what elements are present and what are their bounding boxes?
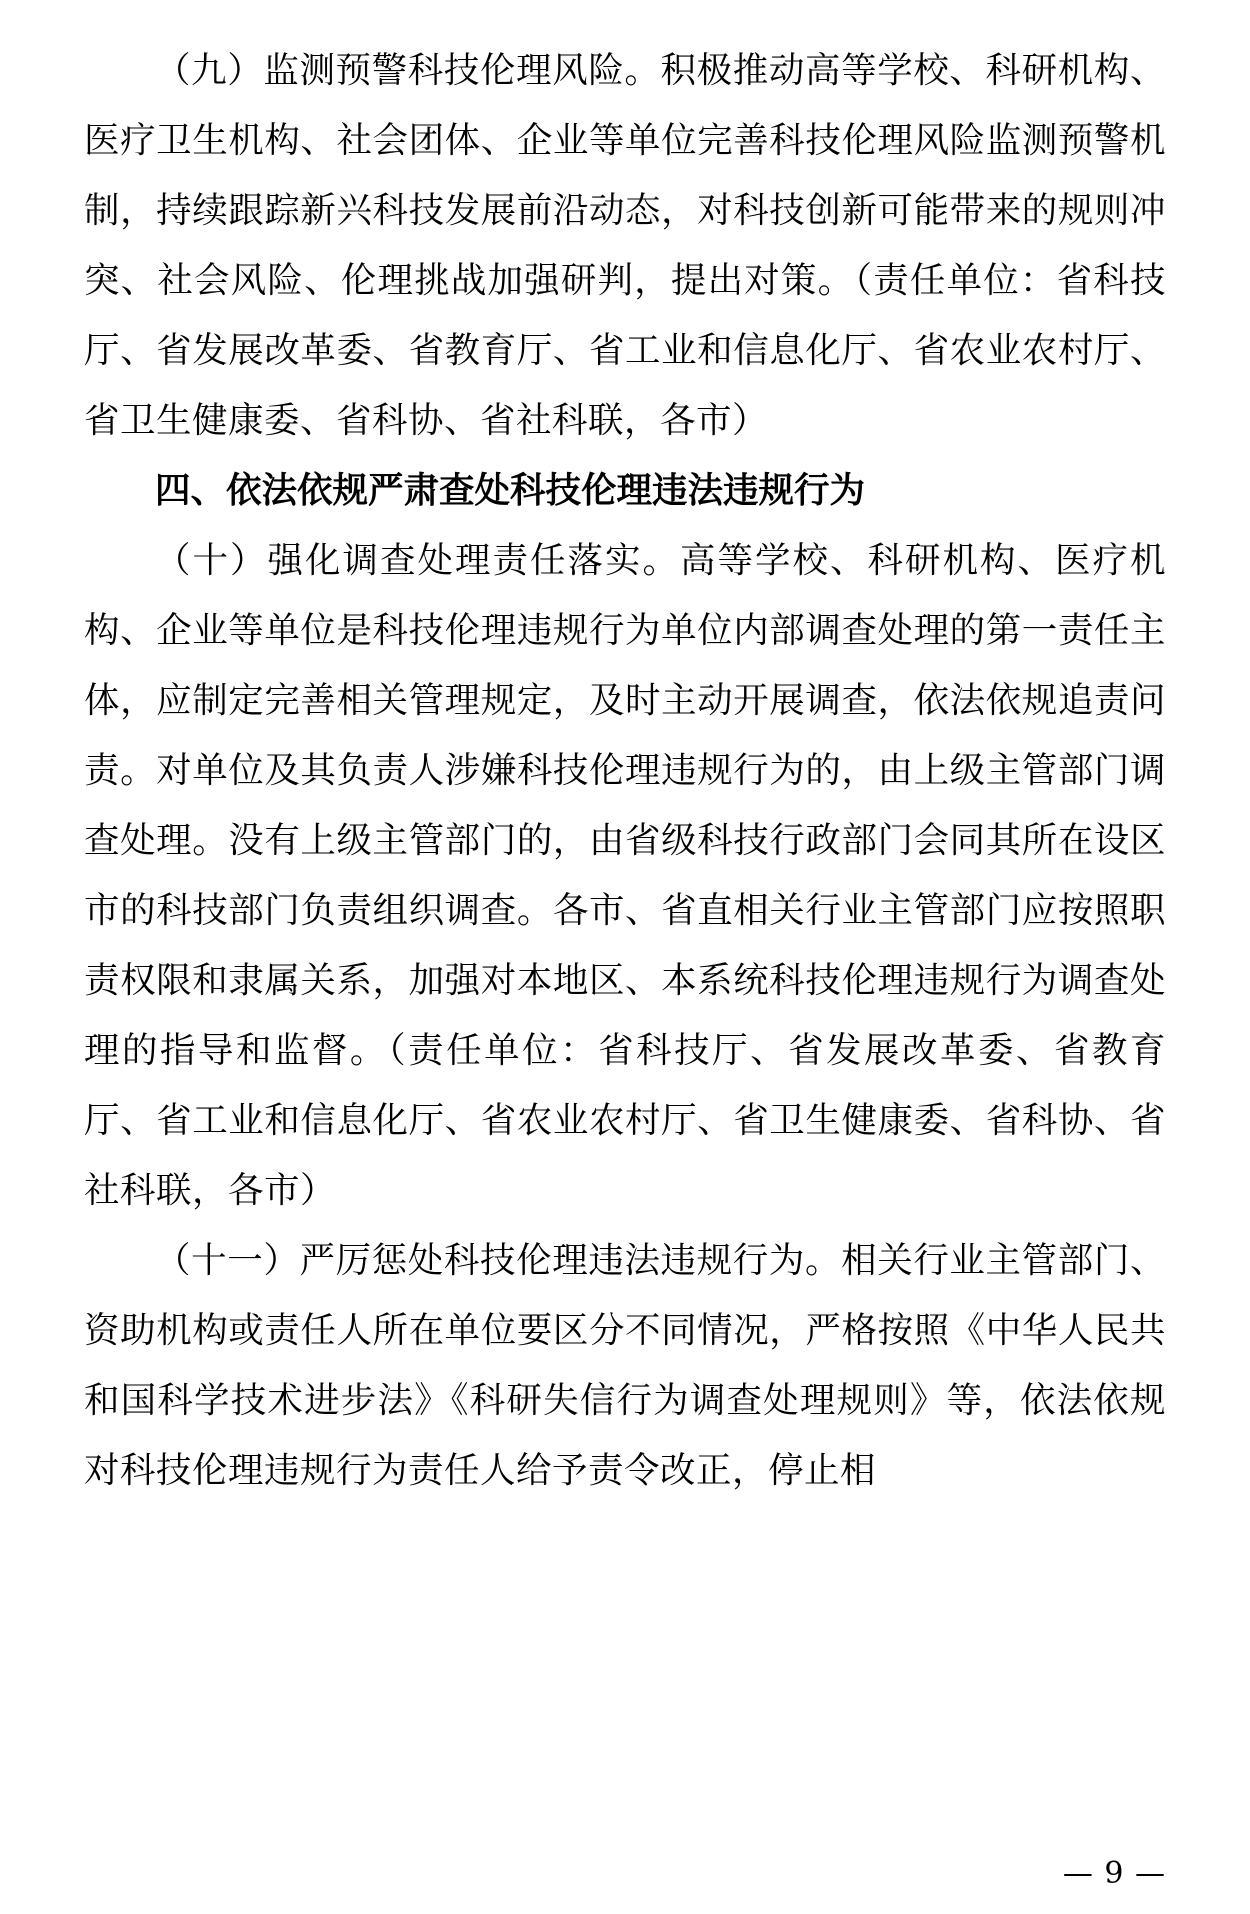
paragraph-eleven: （十一）严厉惩处科技伦理违法违规行为。相关行业主管部门、资助机构或责任人所在单位要区分不同情况，严格按照《中华人民共和国科学技术进步法》《科研失信行为调查处理规则》等，依法依规对科技伦理违规行为责任人给予责令改正，停止相 [84,1240,1166,1491]
paragraph-nine: （九）监测预警科技伦理风险。积极推动高等学校、科研机构、医疗卫生机构、社会团体、企业等单位完善科技伦理风险监测预警机制，持续跟踪新兴科技发展前沿动态，对科技创新可能带来的规则冲突、社会风险、伦理挑战加强研判，提出对策。（责任单位：省科技厅、省发展改革委、省教育厅、省工业和信息化厅、省农业农村厅、省卫生健康委、省科协、省社科联，各市） [84,50,1166,441]
section-heading-four: 四、依法依规严肃查处科技伦理违法违规行为 [155,470,866,511]
page-number: — 9 — [1062,1856,1166,1891]
document-body [84,36,1166,1506]
paragraph-ten: （十）强化调查处理责任落实。高等学校、科研机构、医疗机构、企业等单位是科技伦理违规行为单位内部调查处理的第一责任主体，应制定完善相关管理规定，及时主动开展调查，依法依规追责问责。对单位及其负责人涉嫌科技伦理违规行为的，由上级主管部门调查处理。没有上级主管部门的，由省级科技行政部门会同其所在设区市的科技部门负责组织调查。各市、省直相关行业主管部门应按照职责权限和隶属关系，加强对本地区、本系统科技伦理违规行为调查处理的指导和监督。（责任单位：省科技厅、省发展改革委、省教育厅、省工业和信息化厅、省农业农村厅、省卫生健康委、省科协、省社科联，各市） [84,540,1166,1211]
